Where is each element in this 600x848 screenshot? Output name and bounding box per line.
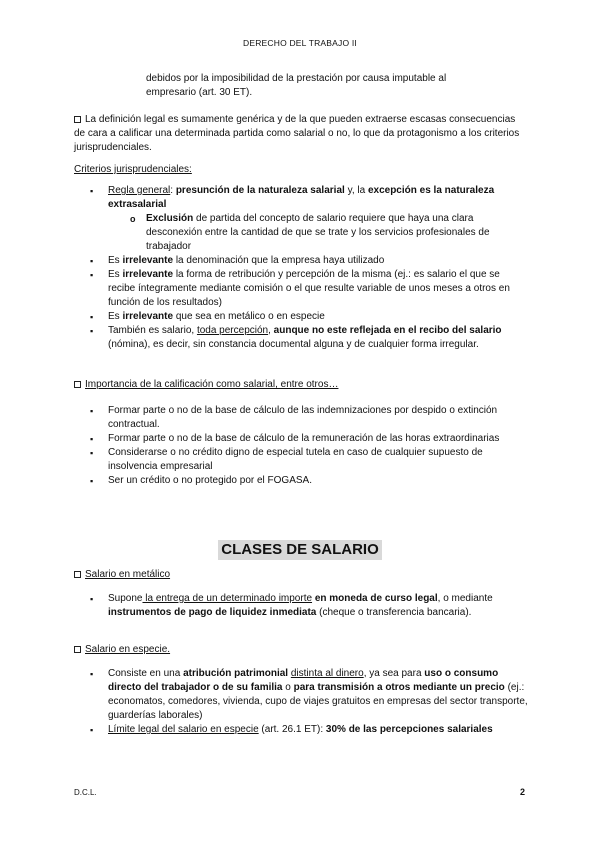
page-header: DERECHO DEL TRABAJO II — [243, 38, 357, 48]
especie-list — [74, 667, 529, 737]
checkbox-bullet-icon — [74, 381, 81, 388]
footer-author: D.C.L. — [74, 788, 97, 797]
metalico-list — [74, 592, 529, 620]
list-item: ▪ Supone la entrega de un determinado importe en moneda de curso legal, o mediante instrumentos de pago de liquidez inmediata (cheque o transferencia bancaria). — [74, 592, 529, 620]
importance-heading: Importancia de la calificación como salarial, entre otros… — [74, 378, 529, 392]
checkbox-bullet-icon — [74, 116, 81, 123]
list-item: ▪ Considerarse o no crédito digno de especial tutela en caso de cualquier supuesto de insolvencia empresarial — [74, 446, 529, 474]
list-item: ▪ También es salario, toda percepción, aunque no este reflejada en el recibo del salario (nómina), es decir, sin constancia documental alguna y de cualquier forma irregular. — [74, 324, 529, 352]
importance-list — [74, 404, 529, 488]
list-item: ▪ Consiste en una atribución patrimonial distinta al dinero, ya sea para uso o consumo directo del trabajador o de su familia o para transmisión a otros mediante un precio (ej.: economatos, comedores, vivienda, cupo de viajes gratuitos en empresas del sector transporte, guarderías laborales) — [74, 667, 529, 723]
metalico-heading: Salario en metálico — [74, 568, 529, 582]
intro-paragraph — [146, 72, 526, 100]
definition-text: La definición legal es sumamente genérica y de la que pueden extraerse escasas consecuencias de cara a calificar una determinada partida como salarial o no, lo que da protagonismo a los criterios jurisprudenciales. — [74, 114, 520, 153]
list-item: ▪ Es irrelevante la forma de retribución y percepción de la misma (ej.: es salario el que se recibe íntegramente mediante comisión o el que resulte variable de unos meses a otros en función de los resultados) — [74, 268, 529, 310]
intro-line-2: empresario (art. 30 ET). — [146, 87, 253, 98]
especie-heading: Salario en especie. — [74, 643, 529, 657]
section-title: CLASES DE SALARIO — [218, 540, 382, 560]
checkbox-bullet-icon — [74, 571, 81, 578]
list-item: ▪ Formar parte o no de la base de cálculo de la remuneración de las horas extraordinarias — [74, 432, 529, 446]
list-item: ▪ Límite legal del salario en especie (art. 26.1 ET): 30% de las percepciones salariales — [74, 723, 529, 737]
criteria-list — [74, 184, 529, 352]
page-number: 2 — [520, 787, 526, 797]
rule-label: Regla general — [108, 185, 171, 196]
criteria-heading: Criterios jurisprudenciales: — [74, 164, 192, 175]
section-title-wrap — [0, 540, 600, 560]
list-item: ▪ Ser un crédito o no protegido por el FOGASA. — [74, 474, 529, 488]
list-item: ▪ Es irrelevante la denominación que la empresa haya utilizado — [74, 254, 529, 268]
definition-paragraph — [74, 113, 529, 155]
list-item: ▪ Regla general: presunción de la naturaleza salarial y, la excepción es la naturaleza extrasalarial o Exclusión de partida del concepto de salario requiere que haya una clara desconexión entre la cantidad de que se trate y los servicios profesionales de trabajador — [74, 184, 529, 254]
list-item: ▪ Es irrelevante que sea en metálico o en especie — [74, 310, 529, 324]
checkbox-bullet-icon — [74, 646, 81, 653]
sub-list-item: o Exclusión de partida del concepto de salario requiere que haya una clara desconexión entre la cantidad de que se trate y los servicios profesionales de trabajador — [74, 212, 529, 254]
list-item: ▪ Formar parte o no de la base de cálculo de las indemnizaciones por despido o extinción contractual. — [74, 404, 529, 432]
intro-line-1: debidos por la imposibilidad de la prestación por causa imputable al — [146, 73, 447, 84]
